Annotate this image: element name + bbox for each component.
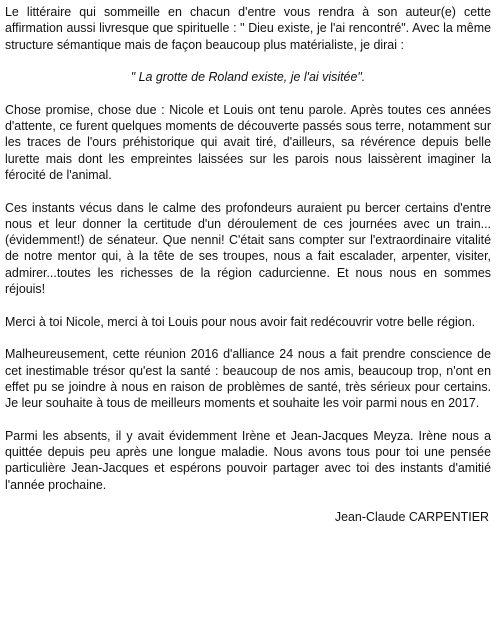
signature: Jean-Claude CARPENTIER [334,510,489,525]
quote-line: " La grotte de Roland existe, je l'ai visitée". [130,70,366,85]
absents-paragraph: Parmi les absents, il y avait évidemment Irène et Jean-Jacques Meyza. Irène nous a quittée depuis peu après une longue maladie. Nous avons tous pour toi une pensée particulière Jean-Jacques et espérons pouvoir partager avec toi des instants d'amitié l'année prochaine. [5,428,491,492]
health-paragraph: Malheureusement, cette réunion 2016 d'alliance 24 nous a fait prendre conscience de cet inestimable trésor qu'est la santé : beaucoup de nos amis, beaucoup trop, n'ont en effet pu se joindre à nous en raison de problèmes de santé, très sérieux pour certains. Je leur souhaite à tous de meilleurs moments et souhaite les voir parmi nous en 2017. [5,347,491,411]
intro-paragraph: Le littéraire qui sommeille en chacun d'entre vous rendra à son auteur(e) cette affirmation aussi livresque que spirituelle : " Dieu existe, je l'ai rencontré". Avec la même structure sémantique mais de façon beaucoup plus matérialiste, je dirai : [5,5,491,52]
visit-paragraph: Chose promise, chose due : Nicole et Louis ont tenu parole. Après toutes ces années d'attente, ce furent quelques moments de découverte passés sous terre, notamment sur les traces de l'ours préhistorique qui avait tiré, d'ailleurs, sa révérence depuis belle lurette mais dont les empreintes laissées sur les parois nous laissèrent imaginer la férocité de l'animal. [5,102,491,182]
activities-paragraph: Ces instants vécus dans le calme des profondeurs auraient pu bercer certains d'entre nous et leur donner la certitude d'un déroulement de ces journées avec un train...(évidemment!) de sénateur. Que nenni! C'était sans compter sur l'extraordinaire vitalité de notre mentor qui, à la tête de ses troupes, nous a fait escalader, arpenter, visiter, admirer...toutes les richesses de la région cadurcienne. Et nous nous en sommes réjouis! [5,200,491,297]
thanks-paragraph: Merci à toi Nicole, merci à toi Louis pour nous avoir fait redécouvrir votre belle région. [5,314,476,329]
